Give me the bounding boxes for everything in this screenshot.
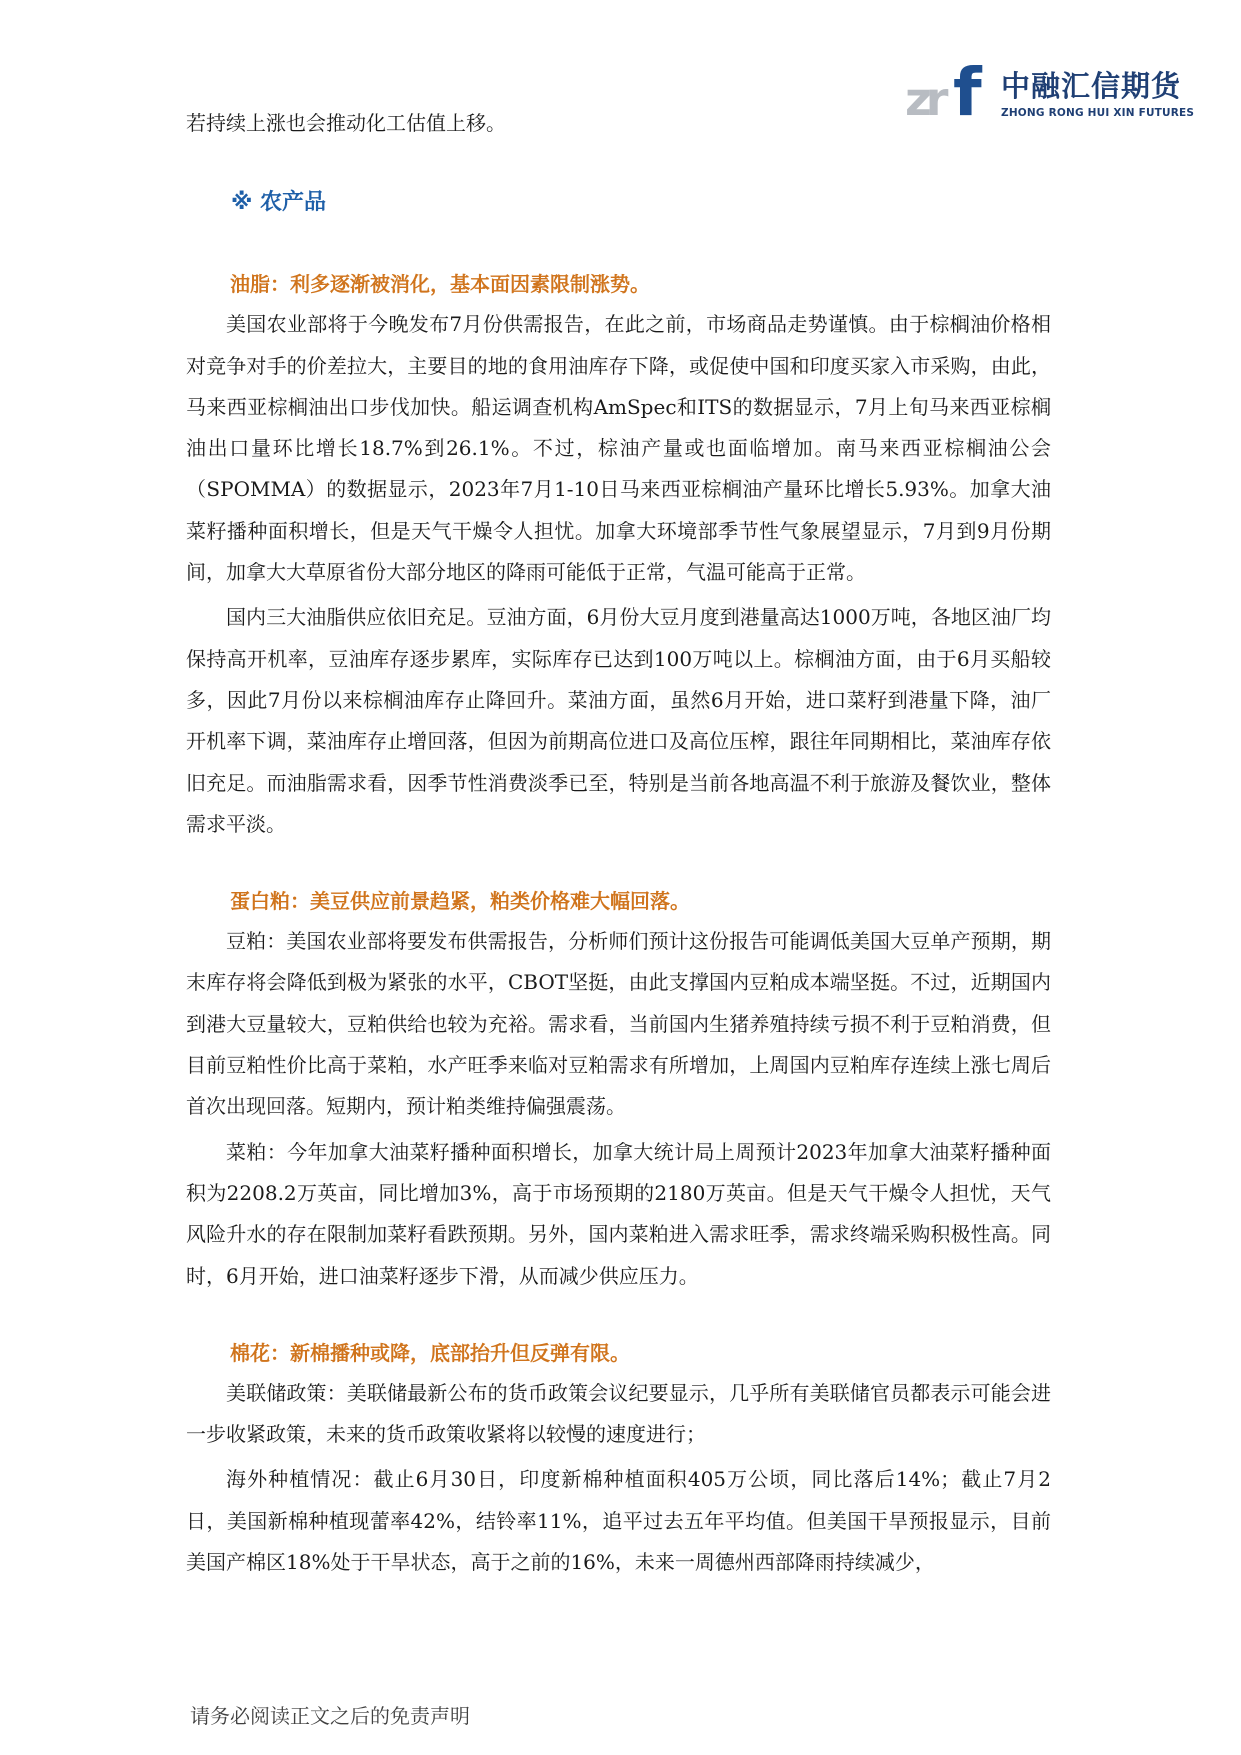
- section-title-agriculture: ※ 农产品: [231, 190, 327, 216]
- oils-paragraph-2: 国内三大油脂供应依旧充足。豆油方面，6月份大豆月度到港量高达1000万吨，各地区油厂均保持高开机率，豆油库存逐步累库，实际库存已达到100万吨以上。棕榈油方面，由于6月买船较多，因此7月份以来棕榈油库存止降回升。菜油方面，虽然6月开始，进口菜籽到港量下降，油厂开机率下调，菜油库存止增回落，但因为前期高位进口及高位压榨，跟往年同期相比，菜油库存依旧充足。而油脂需求看，因季节性消费淡季已至，特别是当前各地高温不利于旅游及餐饮业，整体需求平淡。: [186, 605, 1051, 836]
- oils-paragraph-1: 美国农业部将于今晚发布7月份供需报告，在此之前，市场商品走势谨慎。由于棕榈油价格相对竞争对手的价差拉大，主要目的地的食用油库存下降，或促使中国和印度买家入市采购，由此，马来西亚棕榈油出口步伐加快。船运调查机构AmSpec和ITS的数据显示，7月上旬马来西亚棕榈油出口量环比增长18.7%到26.1%。不过，棕油产量或也面临增加。南马来西亚棕榈油公会（SPOMMA）的数据显示，2023年7月1-10日马来西亚棕榈油产量环比增长5.93%。加拿大油菜籽播种面积增长，但是天气干燥令人担忧。加拿大环境部季节性气象展望显示，7月到9月份期间，加拿大大草原省份大部分地区的降雨可能低于正常，气温可能高于正常。: [186, 312, 1051, 585]
- document-body: [186, 103, 1051, 1583]
- oils-heading: 油脂：利多逐渐被消化，基本面因素限制涨势。: [230, 272, 650, 297]
- logo-chinese-name: 中融汇信期货: [1001, 69, 1182, 103]
- logo-mark: zr: [905, 72, 943, 126]
- cotton-heading: 棉花：新棉播种或降，底部抬升但反弹有限。: [230, 1340, 630, 1365]
- disclaimer-footer: 请务必阅读正文之后的免责声明: [190, 1704, 470, 1728]
- cotton-paragraph-2: 海外种植情况：截止6月30日，印度新棉种植面积405万公顷，同比落后14%；截止7月2日，美国新棉种植现蕾率42%，结铃率11%，追平过去五年平均值。但美国干旱预报显示，目前美国产棉区18%处于干旱状态，高于之前的16%，未来一周德州西部降雨持续减少，: [186, 1467, 1051, 1575]
- intro-line: 若持续上涨也会推动化工估值上移。: [186, 111, 506, 135]
- cotton-paragraph-1: 美联储政策：美联储最新公布的货币政策会议纪要显示，几乎所有美联储官员都表示可能会进一步收紧政策，未来的货币政策收紧将以较慢的速度进行；: [186, 1380, 1051, 1447]
- meal-paragraph-2: 菜粕：今年加拿大油菜籽播种面积增长，加拿大统计局上周预计2023年加拿大油菜籽播种面积为2208.2万英亩，同比增加3%，高于市场预期的2180万英亩。但是天气干燥令人担忧，天气风险升水的存在限制加菜籽看跌预期。另外，国内菜粕进入需求旺季，需求终端采购积极性高。同时，6月开始，进口油菜籽逐步下滑，从而减少供应压力。: [186, 1139, 1051, 1288]
- logo-f-mark: f: [953, 54, 982, 131]
- logo-english-name: ZHONG RONG HUI XIN FUTURES: [1001, 107, 1195, 119]
- meal-heading: 蛋白粕：美豆供应前景趋紧，粕类价格难大幅回落。: [230, 889, 690, 914]
- meal-paragraph-1: 豆粕：美国农业部将要发布供需报告，分析师们预计这份报告可能调低美国大豆单产预期，期末库存将会降低到极为紧张的水平，CBOT坚挺，由此支撑国内豆粕成本端坚挺。不过，近期国内到港大豆量较大，豆粕供给也较为充裕。需求看，当前国内生猪养殖持续亏损不利于豆粕消费，但目前豆粕性价比高于菜粕，水产旺季来临对豆粕需求有所增加，上周国内豆粕库存连续上涨七周后首次出现回落。短期内，预计粕类维持偏强震荡。: [186, 929, 1051, 1119]
